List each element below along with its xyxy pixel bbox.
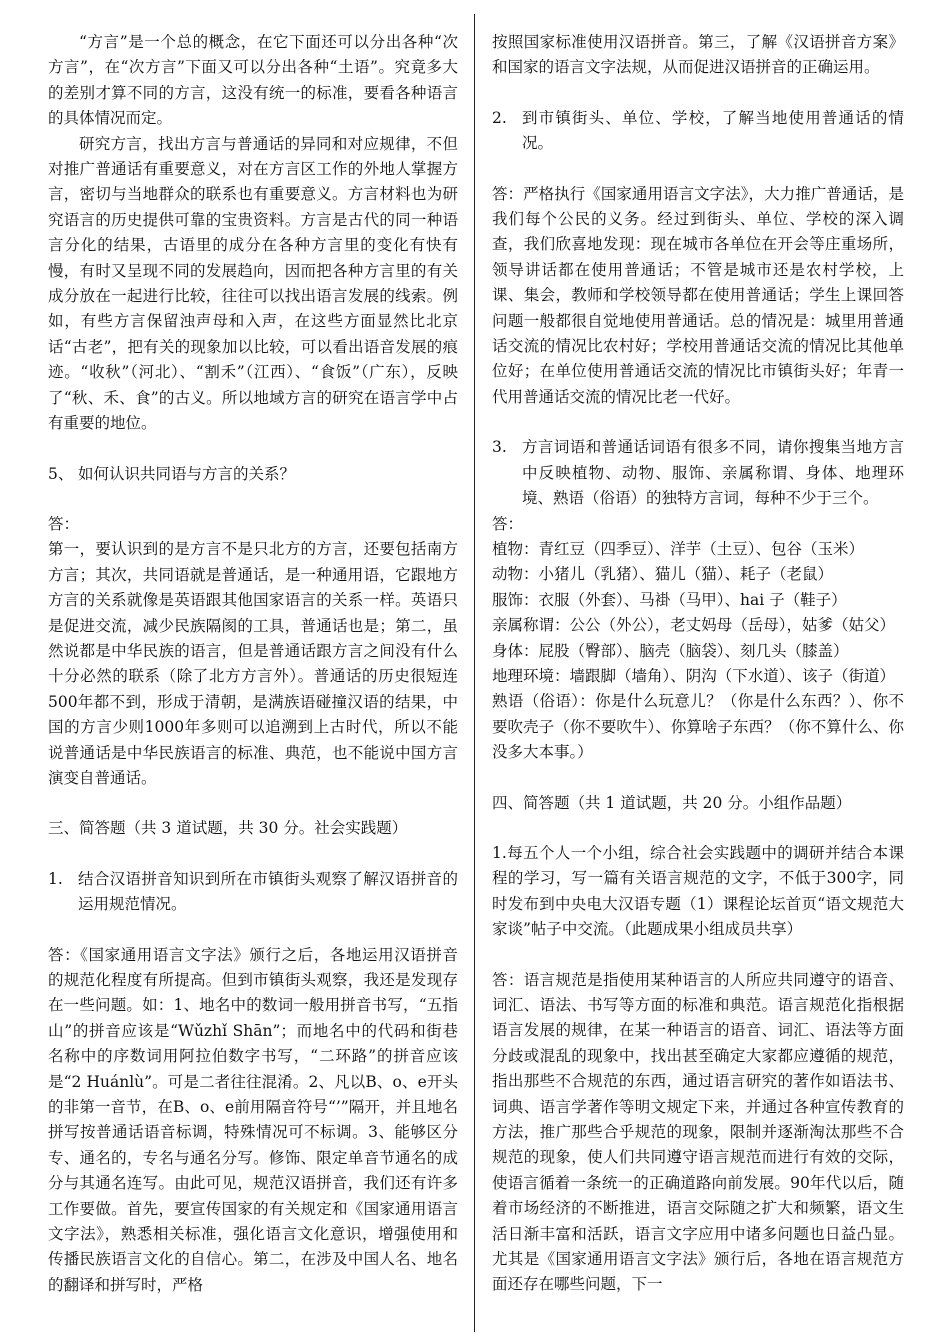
question-1	[48, 867, 458, 918]
vocab-label: 亲属称谓：	[492, 616, 570, 635]
vocab-text: 墙跟脚（墙角）、阴沟（下水道）、该子（街道）	[569, 666, 896, 685]
vocab-text: 青红豆（四季豆）、洋芋（土豆）、包谷（玉米）	[538, 539, 865, 558]
question-2	[492, 106, 904, 157]
vocab-list	[492, 537, 904, 766]
vocab-label: 服饰：	[492, 590, 539, 609]
vocab-item	[492, 588, 904, 613]
question-5	[48, 462, 458, 487]
answer-4-text: 答：语言规范是指使用某种语言的人所应共同遵守的语音、词汇、语法、书写等方面的标准和典范。语言规范化指根据语言发展的规律，在某一种语言的语音、词汇、语法等方面分歧或混乱的现象中，找出甚至确定大家都应遵循的规范，指出那些不合规范的东西，通过语言研究的著作如语法书、词典、语言学著作等明文规定下来，并通过各种宣传教育的方法，推广那些合乎规范的现象，限制并逐渐淘汰那些不合规范的现象，使人们共同遵守语言规范而进行有效的交际，使语言循着一条统一的正确道路向前发展。90年代以后，随着市场经济的不断推进，语言交际随之扩大和频繁，语文生活日渐丰富和活跃，语言文字应用中诸多问题也日益凸显。尤其是《国家通用语言文字法》颁行后，各地在语言规范方面还存在哪些问题，下一	[492, 970, 904, 1294]
vocab-item	[492, 639, 904, 664]
question-2-number: 2.	[492, 108, 507, 127]
vocab-text: 你是什么玩意儿？（你是什么东西？）、你不要吹壳子（你不要吹牛）、你算啥子东西？（你不算什么、你没多大本事。）	[492, 692, 904, 762]
right-column	[492, 30, 904, 1298]
section-4-heading: 四、简答题（共 1 道试题，共 20 分。小组作品题）	[492, 793, 852, 812]
paragraph-dialect-concept: “方言”是一个总的概念，在它下面还可以分出各种“次方言”，在“次方言”下面又可以分出各种“土语”。究竟多大的差别才算不同的方言，这没有统一的标准，要看各种语言的具体情况而定。	[48, 33, 458, 128]
vocab-label: 动物：	[492, 565, 539, 584]
question-3	[492, 435, 904, 511]
answer-5-label: 答：	[48, 514, 80, 533]
vocab-label: 植物：	[492, 539, 539, 558]
left-column	[48, 30, 458, 1298]
vocab-text: 衣服（外套）、马褂（马甲）、hai 子（鞋子）	[538, 590, 847, 609]
vocab-label: 熟语（俗语）：	[492, 692, 596, 711]
question-5-number: 5、	[48, 464, 74, 483]
question-4-text: 1.每五个人一个小组，综合社会实践题中的调研并结合本课程的学习，写一篇有关语言规范的文字，不低于300字，同时发布到中央电大汉语专题（1）课程论坛首页“语文规范大家谈”帖子中交流。（此题成果小组成员共享）	[492, 843, 904, 939]
question-5-text: 如何认识共同语与方言的关系？	[78, 464, 296, 483]
vocab-text: 小猪儿（乳猪）、猫儿（猫）、耗子（老鼠）	[538, 565, 834, 584]
answer-3-label: 答：	[492, 514, 524, 533]
answer-2-text: 答：严格执行《国家通用语言文字法》，大力推广普通话，是我们每个公民的义务。经过到街头、单位、学校的深入调查，我们欣喜地发现：现在城市各单位在开会等庄重场所，领导讲话都在使用普通话；不管是城市还是农村学校，上课、集会，教师和学校领导都在使用普通话；学生上课回答问题一般都很自觉地使用普通话。总的情况是：城里用普通话交流的情况比农村好；学校用普通话交流的情况比其他单位好；在单位使用普通话交流的情况比市镇街头好；年青一代用普通话交流的情况比老一代好。	[492, 184, 904, 406]
vocab-text: 公公（外公），老丈妈母（岳母），姑爹（姑父）	[569, 616, 896, 635]
vocab-text: 屁股（臀部）、脑壳（脑袋）、刻几头（膝盖）	[538, 641, 849, 660]
paragraph-dialect-research: 研究方言，找出方言与普通话的异同和对应规律，不但对推广普通话有重要意义，对在方言区工作的外地人掌握方言，密切与当地群众的联系也有重要意义。方言材料也为研究语言的历史提供可靠的宝贵资料。方言是古代的同一种语言分化的结果，古语里的成分在各种方言里的变化有快有慢，有时又呈现不同的发展趋向，因而把各种方言里的有关成分放在一起进行比较，往往可以找出语言发展的线索。例如，有些方言保留浊声母和入声，在这些方面显然比北京话“古老”，把有关的现象加以比较，可以看出语音发展的痕迹。“收秋”（河北）、“割禾”（江西）、“食饭”（广东），反映了“秋、禾、食”的古义。所以地域方言的研究在语言学中占有重要的地位。	[48, 134, 458, 433]
vocab-item	[492, 689, 904, 765]
vocab-item	[492, 613, 904, 638]
answer-5-text: 第一，要认识到的是方言不是只北方的方言，还要包括南方方言；其次，共同语就是普通话，是一种通用语，它跟地方方言的关系就像是英语跟其他国家语言的关系一样。英语只是促进交流，减少民族隔阂的工具，普通话也是；第二，虽然说都是中华民族的语言，但是普通话跟方言之间没有什么十分必然的联系（除了北方方言外）。普通话的历史很短连500年都不到，形成于清朝，是满族语碰撞汉语的结果，中国的方言少则1000年多则可以追溯到上古时代，所以不能说普通话是中华民族语言的标准、典范，也不能说中国方言演变自普通话。	[48, 540, 458, 787]
answer-1-text: 答：《国家通用语言文字法》颁行之后，各地运用汉语拼音的规范化程度有所提高。但到市镇街头观察，我还是发现存在一些问题。如：1、地名中的数词一般用拼音书写，“五指山”的拼音应该是“Wǔzhǐ Shān”；而地名中的代码和街巷名称中的序数词用阿拉伯数字书写，“二环路”的拼音应该是“2 Huánlù”。可是二者往往混淆。2、凡以B、o、e开头的非第一音节，在B、o、e前用隔音符号“’”隔开，并且地名拼写按普通话语音标调，特殊情况可不标调。3、能够区分专、通名的，专名与通名分写。修饰、限定单音节通名的成分与其通名连写。由此可见，规范汉语拼音，我们还有许多工作要做。首先，要宣传国家的有关规定和《国家通用语言文字法》，熟悉相关标准，强化语言文化意识，增强使用和传播民族语言文化的自信心。第二，在涉及中国人名、地名的翻译和拼写时，严格	[48, 945, 458, 1294]
question-2-text: 到市镇街头、单位、学校，了解当地使用普通话的情况。	[522, 108, 904, 153]
question-1-text: 结合汉语拼音知识到所在市镇街头观察了解汉语拼音的运用规范情况。	[78, 869, 458, 914]
answer-1-continued: 按照国家标准使用汉语拼音。第三，了解《汉语拼音方案》和国家的语言文字法规，从而促进汉语拼音的正确运用。	[492, 33, 904, 77]
vocab-item	[492, 537, 904, 562]
section-3-heading: 三、简答题（共 3 道试题，共 30 分。社会实践题）	[48, 819, 408, 838]
vocab-label: 身体：	[492, 641, 539, 660]
question-1-number: 1.	[48, 869, 63, 888]
vocab-item	[492, 562, 904, 587]
vocab-label: 地理环境：	[492, 666, 570, 685]
vocab-item	[492, 664, 904, 689]
question-3-text: 方言词语和普通话词语有很多不同，请你搜集当地方言中反映植物、动物、服饰、亲属称谓、身体、地理环境、熟语（俗语）的独特方言词，每种不少于三个。	[522, 438, 904, 508]
column-divider	[474, 14, 475, 1332]
question-3-number: 3.	[492, 438, 507, 457]
